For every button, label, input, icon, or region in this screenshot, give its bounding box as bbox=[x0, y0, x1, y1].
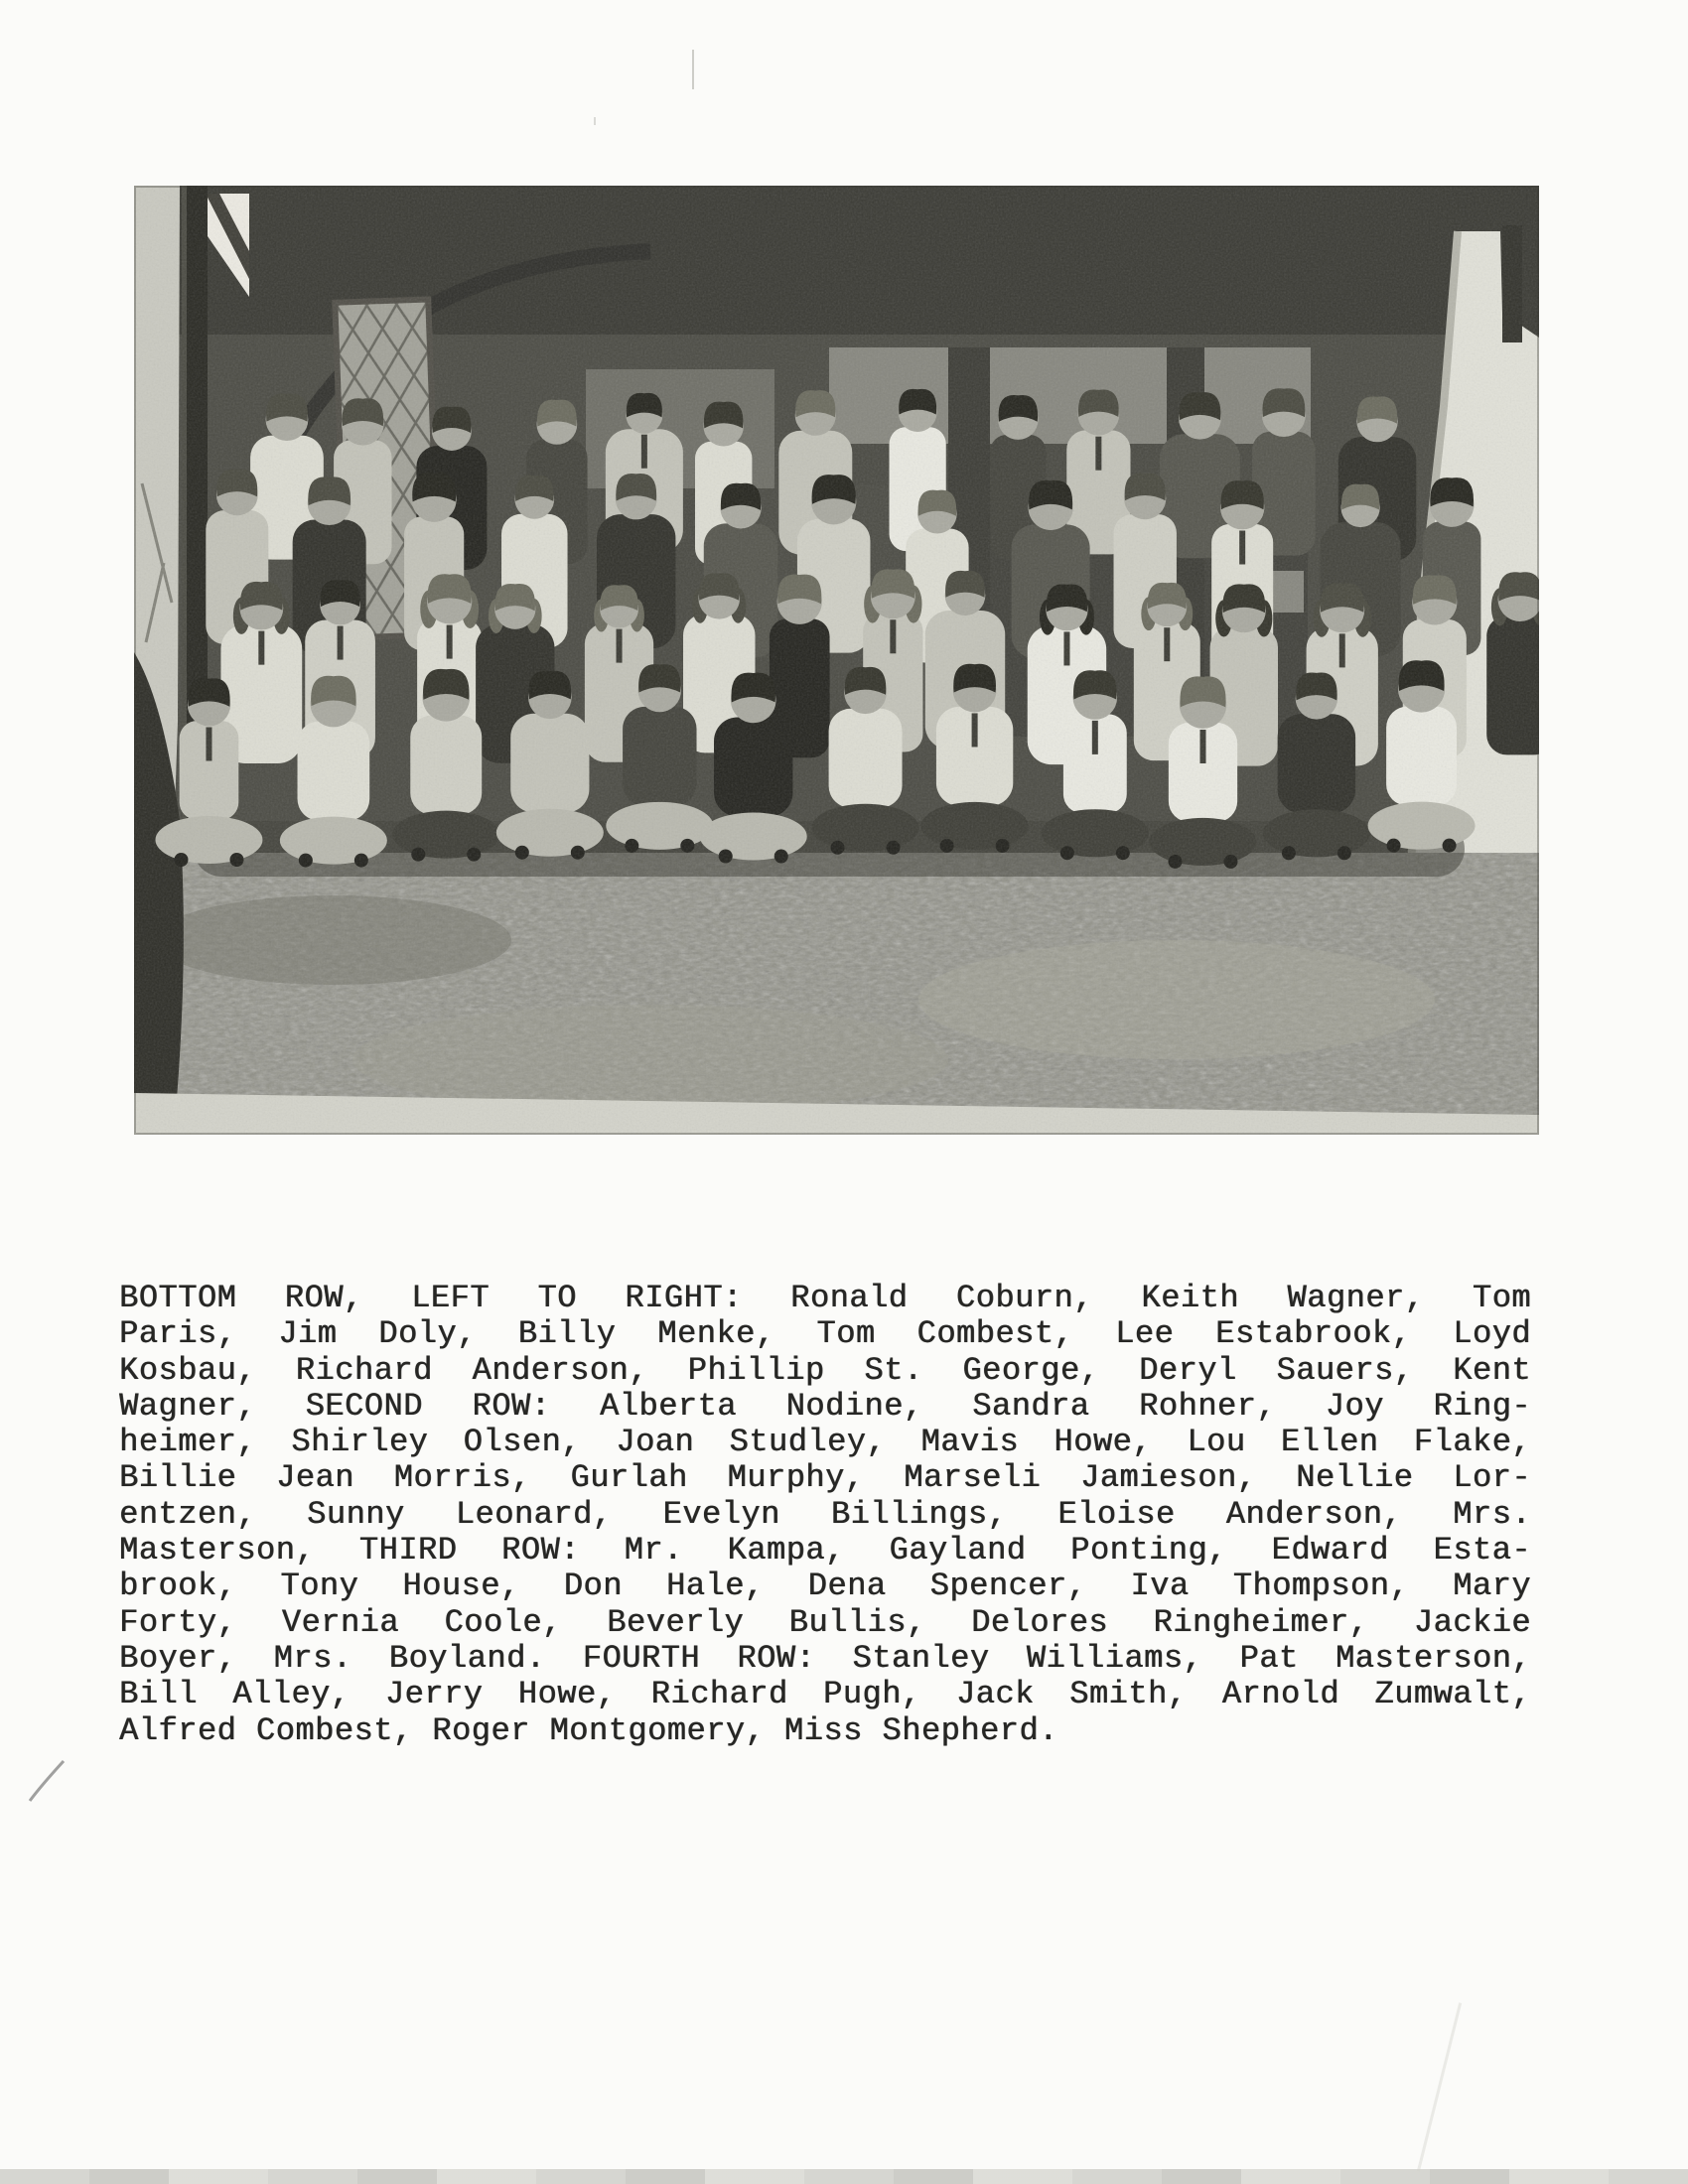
caption-line: Forty, Vernia Coole, Beverly Bullis, Delores Ringheimer, Jackie bbox=[119, 1603, 1531, 1641]
caption-line: Bill Alley, Jerry Howe, Richard Pugh, Jack Smith, Arnold Zumwalt, bbox=[119, 1676, 1531, 1713]
caption-line: Boyer, Mrs. Boyland. FOURTH ROW: Stanley Williams, Pat Masterson, bbox=[119, 1639, 1531, 1677]
photo-illustration bbox=[134, 186, 1539, 1135]
caption-line: Kosbau, Richard Anderson, Phillip St. George, Deryl Sauers, Kent bbox=[119, 1351, 1531, 1389]
caption-line: Billie Jean Morris, Gurlah Murphy, Marseli Jamieson, Nellie Lor- bbox=[119, 1459, 1531, 1497]
scan-speck bbox=[594, 117, 596, 125]
caption-line: BOTTOM ROW, LEFT TO RIGHT: Ronald Coburn, Keith Wagner, Tom bbox=[119, 1280, 1531, 1316]
caption-line: Wagner, SECOND ROW: Alberta Nodine, Sandra Rohner, Joy Ring- bbox=[119, 1387, 1531, 1425]
caption-line: Masterson, THIRD ROW: Mr. Kampa, Gayland Ponting, Edward Esta- bbox=[119, 1532, 1531, 1570]
caption-line: Alfred Combest, Roger Montgomery, Miss Shepherd. bbox=[119, 1711, 1058, 1749]
scan-scratch bbox=[1417, 2002, 1462, 2172]
caption-line: entzen, Sunny Leonard, Evelyn Billings, Eloise Anderson, Mrs. bbox=[119, 1495, 1531, 1533]
photo-caption bbox=[119, 1281, 1531, 1749]
scan-speck bbox=[692, 50, 694, 89]
pen-mark bbox=[26, 1757, 70, 1807]
caption-line: Paris, Jim Doly, Billy Menke, Tom Combest, Lee Estabrook, Loyd bbox=[119, 1315, 1531, 1353]
caption-line: heimer, Shirley Olsen, Joan Studley, Mavis Howe, Lou Ellen Flake, bbox=[119, 1424, 1531, 1461]
caption-line: brook, Tony House, Don Hale, Dena Spencer, Iva Thompson, Mary bbox=[119, 1568, 1531, 1605]
group-photograph bbox=[134, 186, 1539, 1135]
scan-edge-bottom bbox=[0, 2169, 1688, 2184]
